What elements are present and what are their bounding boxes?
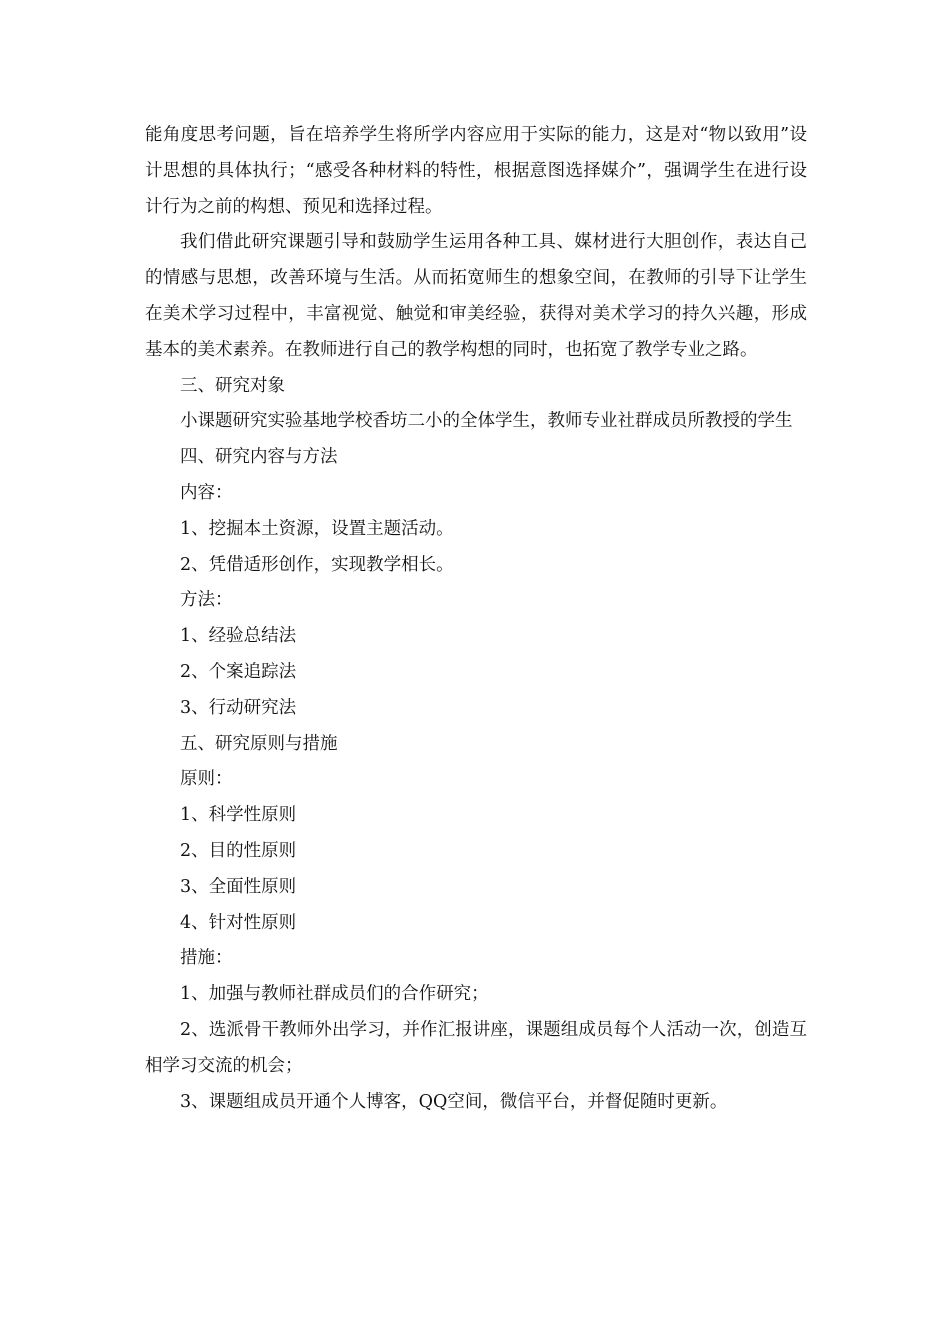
list-item: 3、行动研究法 <box>180 697 297 718</box>
subheading: 方法： <box>180 590 233 611</box>
list-item: 2、个案追踪法 <box>180 661 297 682</box>
document-page <box>145 118 807 1120</box>
paragraph: 能角度思考问题，旨在培养学生将所学内容应用于实际的能力，这是对“物以致用”设计思想的具体执行；“感受各种材料的特性，根据意图选择媒介”，强调学生在进行设计行为之前的构想、预见和选择过程。 <box>145 125 807 217</box>
paragraph: 我们借此研究课题引导和鼓励学生运用各种工具、媒材进行大胆创作，表达自己的情感与思想，改善环境与生活。从而拓宽师生的想象空间，在教师的引导下让学生在美术学习过程中，丰富视觉、触觉和审美经验，获得对美术学习的持久兴趣，形成基本的美术素养。在教师进行自己的教学构想的同时，也拓宽了教学专业之路。 <box>145 232 807 360</box>
subheading: 措施： <box>180 948 233 969</box>
list-item: 1、加强与教师社群成员们的合作研究； <box>180 984 489 1005</box>
section-heading: 三、研究对象 <box>180 375 285 396</box>
subheading: 内容： <box>180 482 233 503</box>
section-heading: 五、研究原则与措施 <box>180 733 338 754</box>
list-item: 2、目的性原则 <box>180 840 297 861</box>
list-item: 2、凭借适形创作，实现教学相长。 <box>180 554 454 575</box>
paragraph: 小课题研究实验基地学校香坊二小的全体学生，教师专业社群成员所教授的学生 <box>180 411 793 432</box>
list-item: 3、课题组成员开通个人博客，QQ空间，微信平台，并督促随时更新。 <box>180 1091 728 1112</box>
section-heading: 四、研究内容与方法 <box>180 447 338 468</box>
list-item: 2、选派骨干教师外出学习，并作汇报讲座，课题组成员每个人活动一次，创造互相学习交流的机会； <box>145 1019 807 1076</box>
list-item: 4、针对性原则 <box>180 912 297 933</box>
list-item: 1、经验总结法 <box>180 626 297 647</box>
list-item: 1、科学性原则 <box>180 805 297 826</box>
list-item: 3、全面性原则 <box>180 876 297 897</box>
subheading: 原则： <box>180 769 233 790</box>
list-item: 1、挖掘本土资源，设置主题活动。 <box>180 518 454 539</box>
